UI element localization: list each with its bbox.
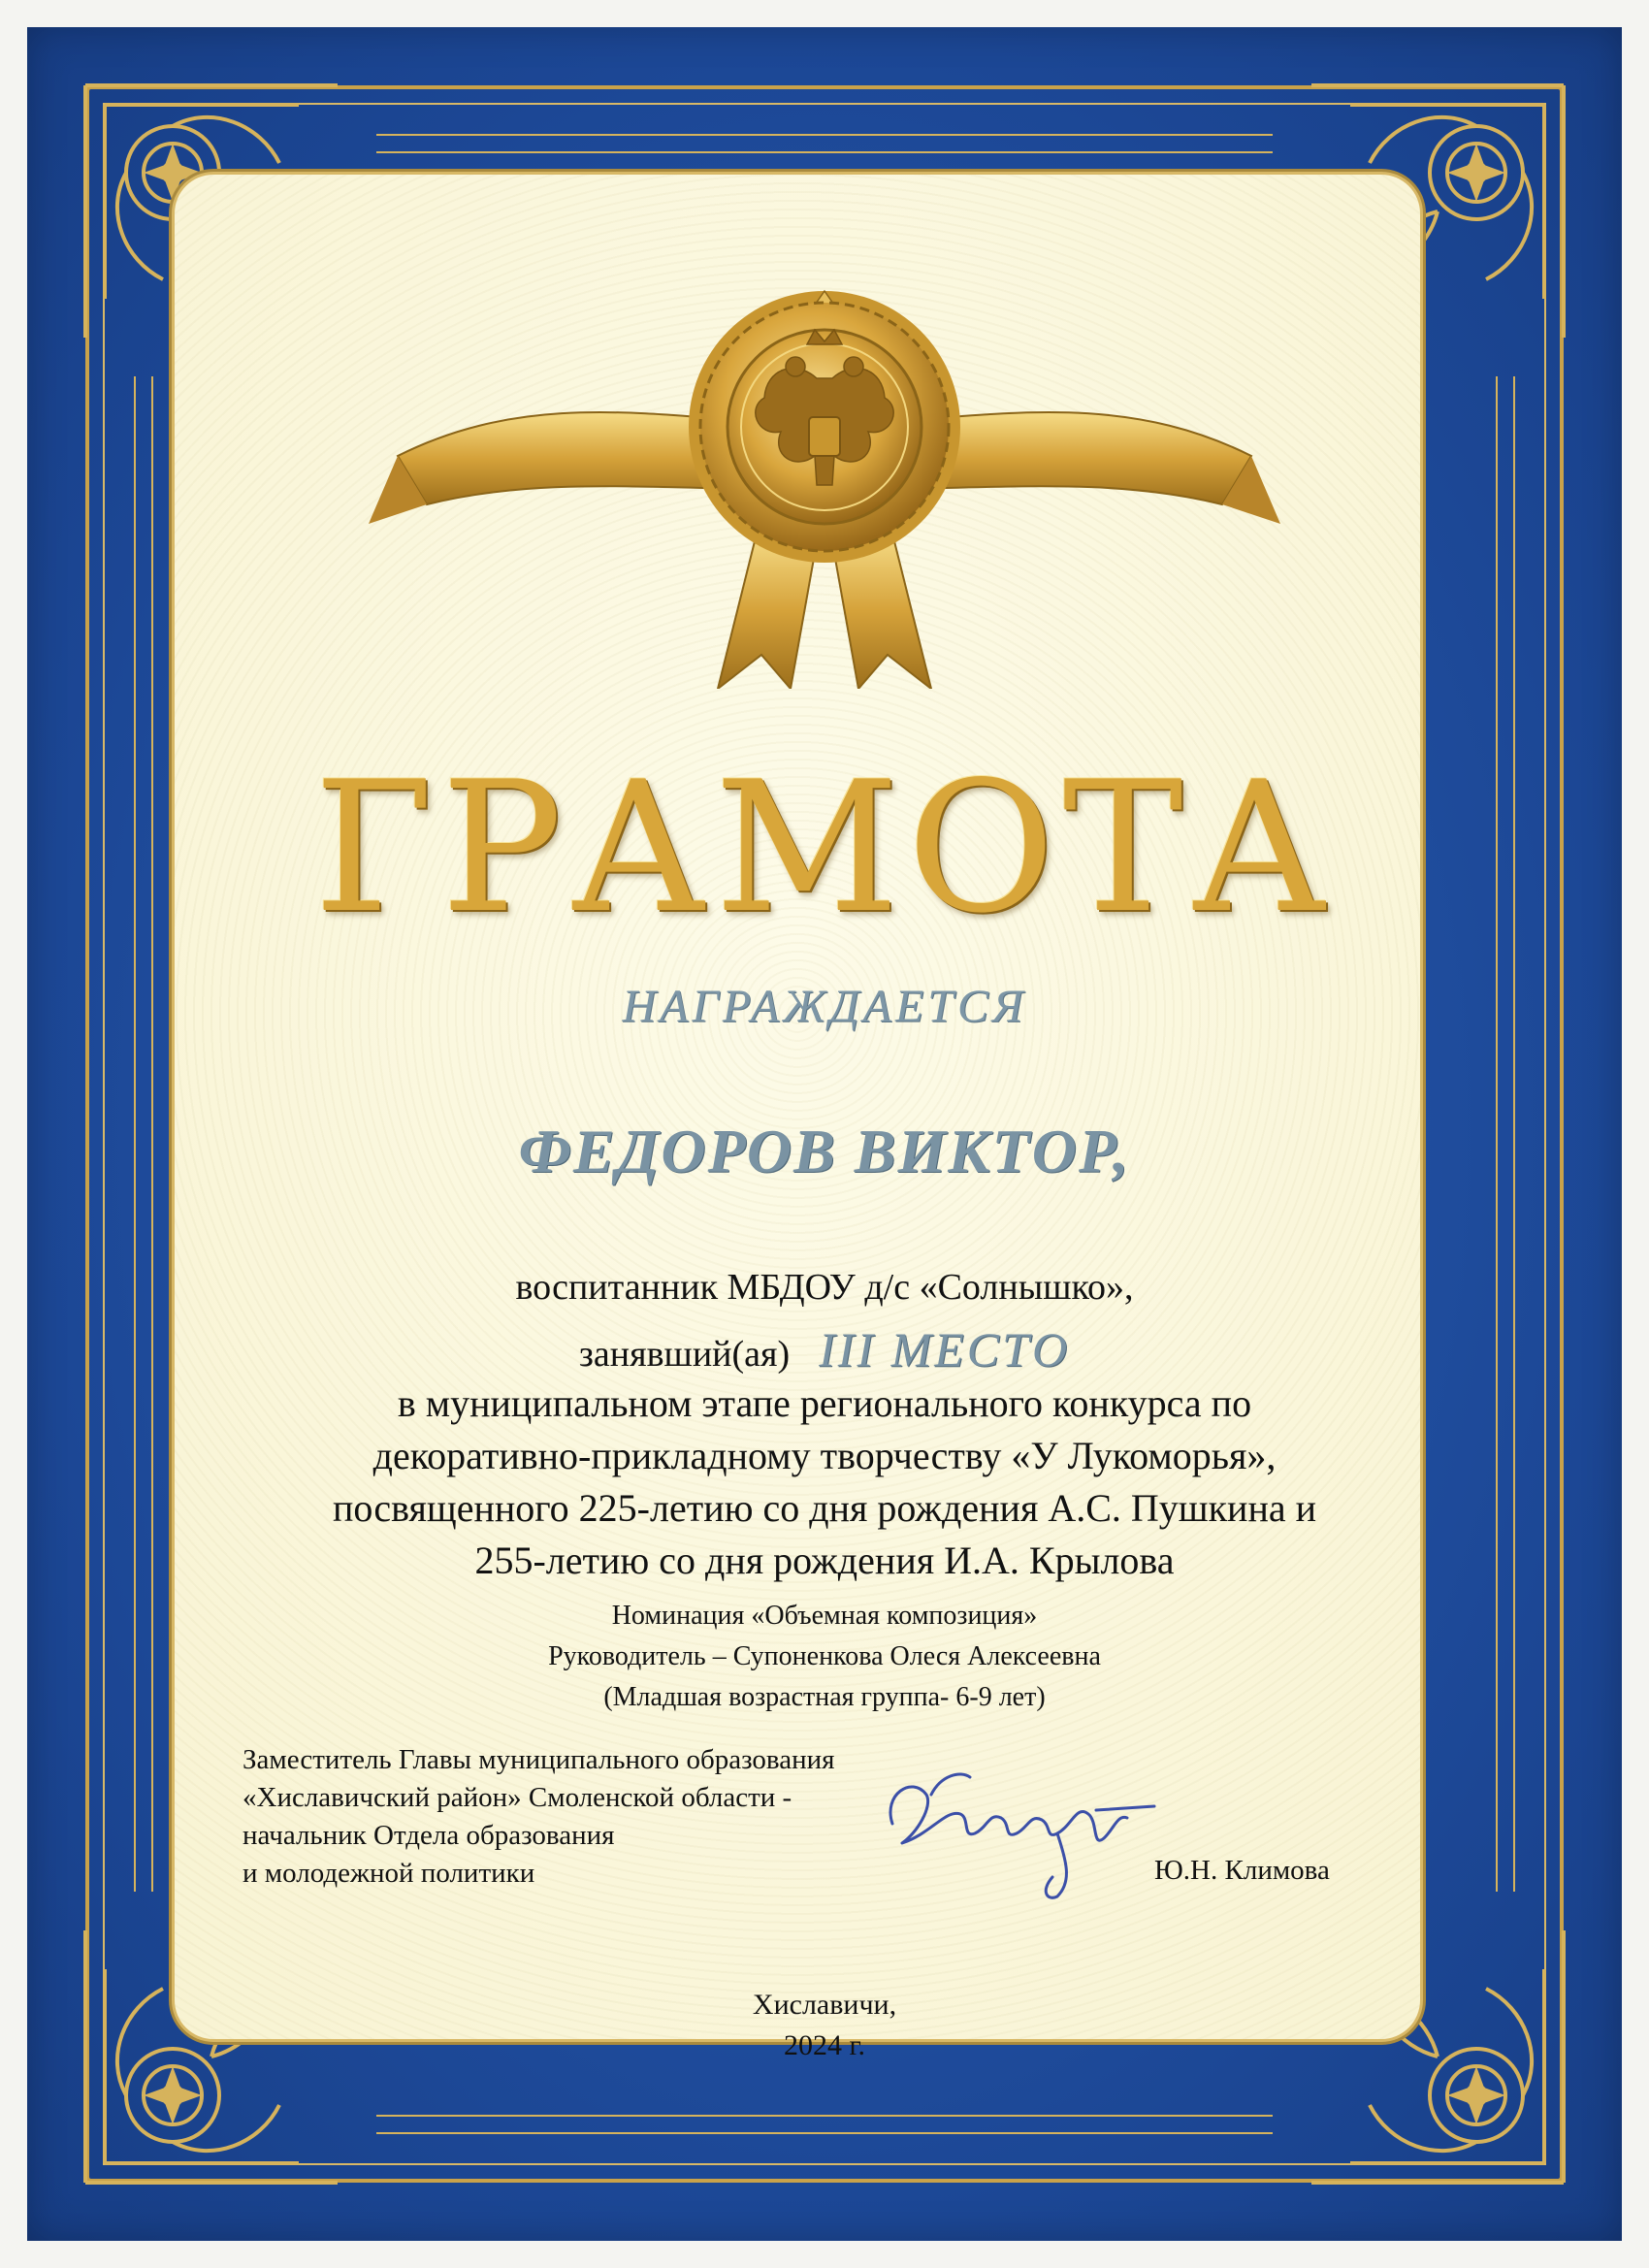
awarded-label: НАГРАЖДАЕТСЯ — [622, 981, 1027, 1032]
handwritten-signature — [873, 1717, 1164, 1911]
signatory-title — [242, 1741, 980, 1893]
place-prefix: занявший(ая) — [578, 1334, 791, 1375]
nomination-line: Номинация «Объемная композиция» — [611, 1601, 1038, 1631]
certificate-title: ГРАМОТА — [313, 742, 1336, 953]
contest-line: посвященного 225-летию со дня рождения А.С. Пушкина и — [332, 1486, 1317, 1530]
recipient-name: ФЕДОРОВ ВИКТОР, — [518, 1117, 1131, 1185]
ornament-rail-bottom — [376, 2115, 1273, 2134]
place-label: Хиславичи, — [752, 1989, 897, 2021]
year-label: 2024 г. — [784, 2029, 865, 2061]
pupil-line: воспитанник МБДОУ д/с «Солнышко», — [515, 1267, 1134, 1308]
award-rosette-icon — [369, 281, 1280, 689]
signatory-line: начальник Отдела образования — [242, 1820, 615, 1851]
contest-description — [0, 1377, 1649, 1587]
contest-line: декоративно-прикладному творчеству «У Лукоморья», — [372, 1434, 1277, 1477]
contest-line: 255-летию со дня рождения И.А. Крылова — [474, 1539, 1175, 1582]
ornament-rail-top — [376, 134, 1273, 153]
signer-name: Ю.Н. Климова — [1154, 1855, 1330, 1886]
leader-line: Руководитель – Супоненкова Олеся Алексеевна — [548, 1641, 1101, 1671]
contest-line: в муниципальном этапе регионального конкурса по — [397, 1381, 1252, 1425]
place-and-date — [0, 1985, 1649, 2066]
signatory-line: Заместитель Главы муниципального образования — [242, 1744, 835, 1775]
signatory-line: «Хиславичский район» Смоленской области - — [242, 1782, 792, 1813]
place-line — [0, 1321, 1649, 1377]
signatory-line: и молодежной политики — [242, 1858, 535, 1889]
place-value: III МЕСТО — [819, 1322, 1071, 1377]
age-group-line: (Младшая возрастная группа- 6-9 лет) — [603, 1682, 1046, 1712]
